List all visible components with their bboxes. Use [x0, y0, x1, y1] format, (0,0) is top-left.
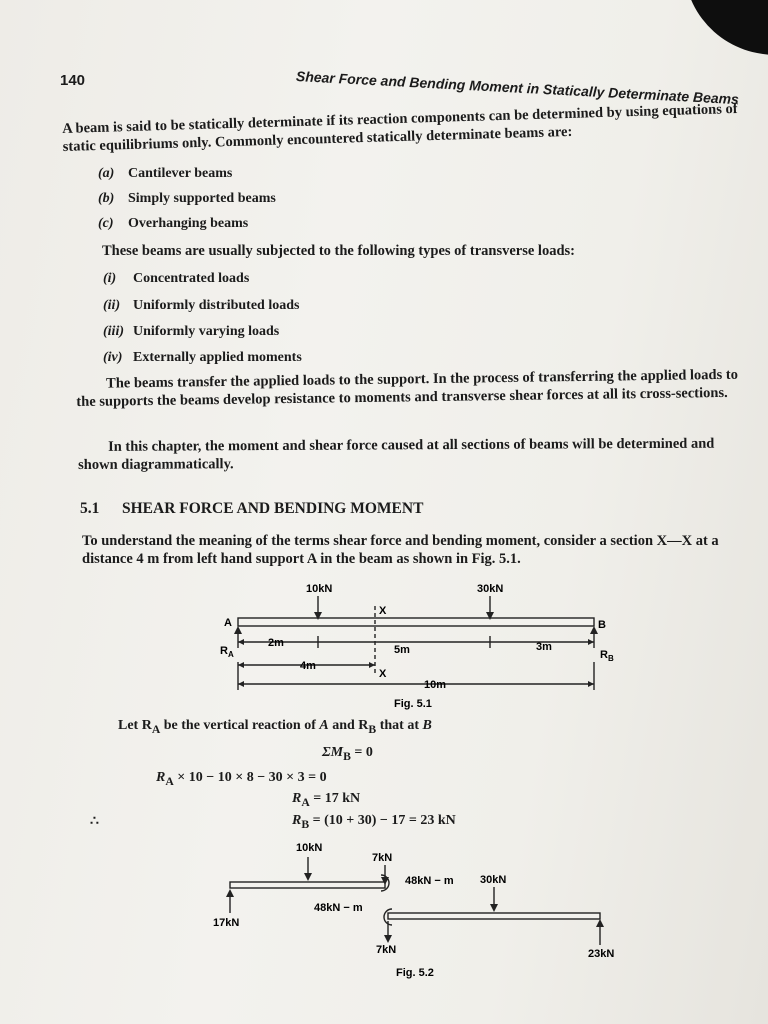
list-label: Uniformly distributed loads [133, 298, 300, 313]
list-label: Simply supported beams [128, 191, 276, 206]
equation-3: $R_B = (10 + 30) - 17 = 23$ kN [292, 813, 456, 831]
list-marker: (a) [98, 166, 115, 181]
moment-label-right: 48kN − m [405, 875, 454, 887]
list-item-udl [103, 298, 299, 314]
label-a: A [224, 617, 232, 629]
moment-label-left: 48kN − m [314, 902, 363, 914]
list-item-moments [103, 350, 302, 366]
load-label-10kn: 10kN [296, 842, 323, 854]
list-marker: (ii) [103, 298, 121, 313]
intro-paragraph-3: The beams transfer the applied loads to the support. In the process of transferring the applied loads to the supports the beams develop resistance to moments and transverse shear forces at all its cross-sections. [76, 366, 739, 410]
page-corner-shadow [672, 0, 768, 58]
section-heading [80, 500, 423, 518]
beam [238, 618, 594, 626]
reaction-arrowhead-a [234, 626, 242, 634]
figure-5-2 [0, 835, 768, 985]
list-marker: (c) [98, 216, 114, 231]
figure-5-1 [0, 570, 768, 715]
intro-paragraph-1: A beam is said to be statically determinate if its reaction components can be determined by using equations of static equilibriums only. Commonly encountered statically determinate beams are: [62, 100, 738, 155]
page-number: 140 [60, 72, 86, 89]
list-item-concentrated [103, 271, 249, 287]
list-marker: (iv) [103, 350, 123, 365]
reaction-arrowhead-23kn [596, 919, 604, 927]
dimension-10m: 10m [424, 679, 447, 691]
figure-caption-5-2: Fig. 5.2 [396, 967, 434, 979]
shear-arrowhead-bottom [384, 935, 392, 943]
intro-paragraph-4: In this chapter, the moment and shear force caused at all sections of beams will be determined and shown diagrammatically. [78, 435, 715, 473]
list-marker: (iii) [103, 324, 124, 339]
shear-label-bottom: 7kN [376, 944, 397, 956]
list-marker: (i) [103, 271, 117, 286]
section-number: 5.1 [80, 500, 100, 517]
list-item-cantilever [98, 166, 232, 182]
list-label: Overhanging beams [128, 216, 249, 231]
equation-moment-sum: $\Sigma M_B = 0$ [322, 745, 373, 763]
dimension-2m: 2m [268, 637, 284, 649]
dimension-4m: 4m [300, 660, 316, 672]
equation-2: $R_A = 17$ kN [292, 791, 361, 809]
reaction-label-23kn: 23kN [588, 948, 615, 960]
list-label: Concentrated loads [133, 271, 250, 286]
load-arrowhead-10kn [304, 873, 312, 881]
free-body-right-beam [388, 913, 600, 919]
list-label: Uniformly varying loads [133, 324, 280, 339]
figure-caption-5-1: Fig. 5.1 [394, 698, 432, 710]
section-label-bottom: X [379, 668, 387, 680]
reaction-label-17kn: 17kN [213, 917, 240, 929]
running-title: Shear Force and Bending Moment in Statically Determinate Beams [295, 68, 740, 108]
reaction-label-b: $R_B$ [600, 649, 614, 663]
section-paragraph: To understand the meaning of the terms shear force and bending moment, consider a section X—X at a distance 4 m from left hand support A in the beam as shown in Fig. 5.1. [82, 533, 719, 567]
free-body-left-beam [230, 882, 385, 888]
intro-paragraph-2: These beams are usually subjected to the following types of transverse loads: [102, 243, 575, 259]
section-label-top: X [379, 605, 387, 617]
list-item-overhanging [98, 216, 248, 232]
reaction-arrowhead-b [590, 626, 598, 634]
label-b: B [598, 619, 606, 631]
list-label: Cantilever beams [128, 166, 233, 181]
load-label-30kn: 30kN [477, 583, 504, 595]
shear-label-top: 7kN [372, 852, 393, 864]
therefore-symbol: ∴ [90, 814, 99, 829]
list-label: Externally applied moments [133, 350, 302, 365]
page-header [60, 60, 760, 108]
list-item-uvl [103, 324, 279, 340]
reaction-arrowhead-17kn [226, 889, 234, 897]
section-title: SHEAR FORCE AND BENDING MOMENT [122, 500, 424, 517]
load-label-10kn: 10kN [306, 583, 333, 595]
equation-1: $R_A \times 10 - 10 \times 8 - 30 \times 3 = 0$ [156, 770, 327, 788]
list-marker: (b) [98, 191, 115, 206]
load-label-30kn: 30kN [480, 874, 507, 886]
list-item-simply-supported [98, 191, 276, 207]
load-arrowhead-30kn [490, 904, 498, 912]
dimension-5m: 5m [394, 644, 410, 656]
dimension-3m: 3m [536, 641, 552, 653]
solution-intro: Let $R_A$ be the vertical reaction of A and $R_B$ that at B [118, 718, 432, 736]
reaction-label-a: $R_A$ [220, 645, 234, 659]
